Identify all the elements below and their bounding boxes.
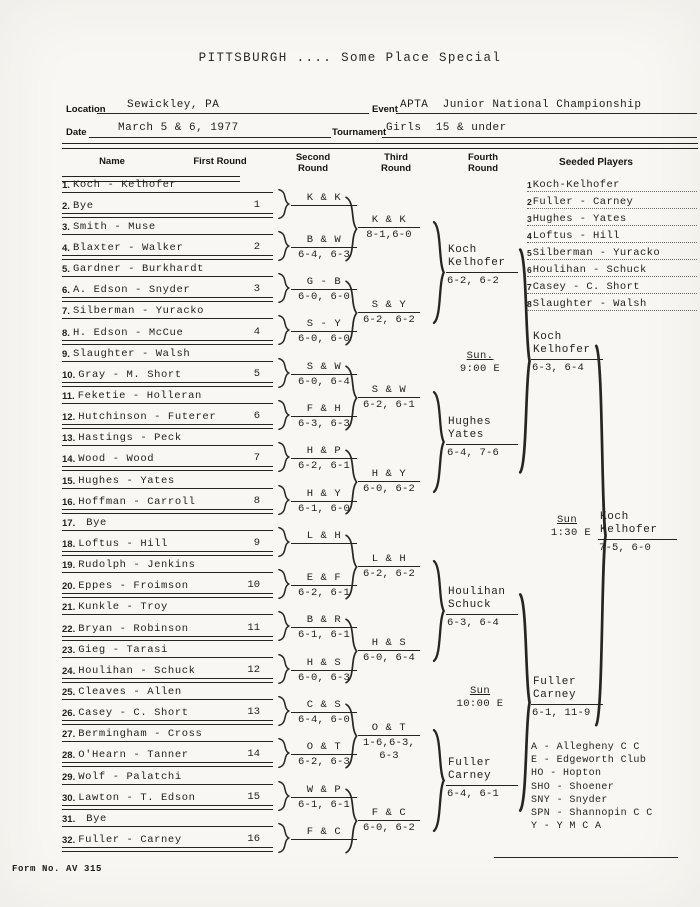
entrant-number: 12.	[62, 412, 76, 423]
seed-number: 4	[253, 326, 260, 338]
winner-abbrev: S & W	[291, 361, 357, 375]
tournament-label: Tournament	[332, 127, 387, 138]
winner-abbrev: F & C	[291, 826, 357, 840]
winner-abbrev: H & P	[291, 445, 357, 459]
entrant-name: Kunkle - Troy	[78, 601, 168, 613]
entrant-row	[62, 765, 273, 785]
entrant-number: 28.	[62, 750, 76, 761]
entrant-row	[62, 701, 273, 721]
seeded-player-row	[527, 176, 697, 192]
entrant-name: H. Edson - McCue	[72, 327, 184, 339]
match-score: 6-2, 6-2	[362, 568, 415, 580]
winner-abbrev: W & P	[291, 784, 357, 798]
entrant-number: 6.	[62, 285, 70, 296]
event-underline	[396, 113, 697, 114]
bracket-brace-icon	[344, 703, 358, 769]
seed-rank: 2	[527, 197, 532, 207]
entrant-row	[62, 236, 273, 256]
seeded-player-row	[527, 261, 697, 277]
entrant-number: 1.	[62, 180, 70, 191]
entrant-row	[62, 447, 273, 467]
bracket-brace-icon	[277, 781, 290, 811]
entrant-row	[62, 511, 273, 531]
match-score: 6-2, 6-3	[297, 756, 350, 768]
entrant-row	[62, 469, 273, 489]
entrant-name: Bryan - Robinson	[78, 623, 189, 635]
team-name-line1: Fuller	[448, 757, 492, 769]
bracket-brace-icon	[431, 390, 446, 494]
team-name-line2: Kelhofer	[600, 524, 658, 536]
team-name-line1: Houlihan	[448, 586, 506, 598]
entrant-name: Koch - Kelhofer	[72, 179, 177, 191]
date-label: Date	[66, 127, 87, 138]
entrant-row	[62, 532, 273, 552]
seed-number: 16	[247, 833, 260, 845]
third-round-result	[358, 807, 420, 834]
match-score: 6-1, 6-0	[297, 503, 350, 515]
match-score: 6-2, 6-1	[362, 399, 415, 411]
entrant-name: Gardner - Burkhardt	[72, 263, 205, 275]
location-value: Sewickley, PA	[127, 99, 220, 111]
winner-abbrev: H & Y	[291, 488, 357, 502]
entrant-name: Gray - M. Short	[78, 369, 182, 381]
schedule-day: Sun	[469, 685, 491, 697]
bracket-brace-icon	[277, 442, 290, 472]
seeded-player-name: Slaughter - Walsh	[532, 298, 647, 310]
winner-abbrev: E & F	[291, 572, 357, 586]
entrant-number: 23.	[62, 645, 76, 656]
match-score: 6-3, 6-4	[531, 359, 603, 374]
winner-abbrev: H & S	[291, 657, 357, 671]
bracket-brace-icon	[344, 365, 358, 431]
seeded-player-row	[527, 210, 697, 226]
seed-rank: 6	[527, 265, 532, 275]
third-round-result	[358, 553, 420, 580]
seeded-player-name: Hughes - Yates	[532, 213, 627, 225]
winner-abbrev: K & K	[358, 214, 420, 228]
entrant-name: Blaxter - Walker	[72, 242, 184, 254]
club-key-entry: Y - Y M C A	[531, 821, 602, 833]
team-name-line2: Carney	[533, 689, 577, 701]
entrant-number: 17.	[62, 518, 76, 529]
bracket-brace-icon	[277, 485, 290, 515]
winner-abbrev: H & Y	[358, 468, 420, 482]
entrant-row	[62, 342, 273, 362]
seed-number: 1	[253, 199, 260, 211]
team-name-line2: Yates	[448, 429, 485, 441]
seed-number: 7	[253, 452, 260, 464]
winner-abbrev: F & H	[291, 403, 357, 417]
seeded-player-name: Casey - C. Short	[532, 281, 640, 293]
bracket-brace-icon	[277, 569, 290, 599]
entrant-row	[62, 659, 273, 679]
entrant-number: 13.	[62, 433, 76, 444]
match-score: 6-3, 6-3	[297, 418, 350, 430]
entrant-row	[62, 595, 273, 615]
bracket-brace-icon	[277, 189, 290, 219]
match-score: 6-2, 6-2	[446, 272, 518, 287]
winner-abbrev: H & S	[358, 637, 420, 651]
entrant-name: Houlihan - Schuck	[78, 665, 196, 677]
seed-rank: 8	[527, 299, 532, 309]
entrant-name: Hughes - Yates	[78, 475, 175, 487]
bracket-brace-icon	[277, 273, 290, 303]
schedule-time: 10:00 E	[456, 698, 504, 710]
club-key-entry: A - Allegheny C C	[531, 742, 640, 753]
bracket-brace-icon	[277, 654, 290, 684]
event-value: APTA Junior National Championship	[400, 99, 642, 111]
club-key-entry: SHO - Shoener	[531, 781, 615, 793]
entrant-name: Cleaves - Allen	[78, 686, 182, 698]
winner-abbrev: O & T	[358, 722, 420, 736]
entrant-row	[62, 743, 273, 763]
match-schedule-note	[448, 685, 512, 710]
entrant-number: 16.	[62, 497, 76, 508]
seed-number: 12	[247, 664, 260, 676]
team-name-line1: Koch	[533, 331, 562, 343]
team-name-line2: Schuck	[448, 599, 492, 611]
match-schedule-note	[538, 514, 596, 539]
entrant-number: 18.	[62, 539, 76, 550]
seed-number: 13	[247, 706, 260, 718]
seeded-player-name: Koch-Kelhofer	[532, 179, 620, 191]
bracket-brace-icon	[277, 738, 290, 768]
match-score: 6-4, 7-6	[446, 444, 518, 459]
entrant-number: 21.	[62, 602, 76, 613]
third-round-result	[358, 468, 420, 495]
bracket-brace-icon	[344, 280, 358, 346]
match-score: 8-1,6-0	[366, 229, 412, 241]
winner-abbrev: S - Y	[291, 318, 357, 332]
bracket-brace-icon	[277, 611, 290, 641]
bracket-brace-icon	[344, 618, 358, 684]
winner-abbrev: K & K	[291, 192, 357, 206]
seeded-player-row	[527, 278, 697, 294]
entrant-row	[62, 807, 273, 827]
entrant-row	[62, 257, 273, 277]
winner-abbrev: F & C	[358, 807, 420, 821]
tournament-value: Girls 15 & under	[386, 122, 507, 134]
club-key-entry: SNY - Snyder	[531, 794, 608, 806]
entrant-row	[62, 722, 273, 742]
match-score: 6-1, 11-9	[531, 704, 603, 719]
seed-number: 10	[247, 579, 260, 591]
entrant-name: Rudolph - Jenkins	[78, 559, 196, 571]
entrant-row	[62, 638, 273, 658]
entrant-name: O'Hearn - Tanner	[78, 749, 189, 761]
seed-rank: 5	[527, 248, 532, 258]
winner-abbrev: S & Y	[358, 299, 420, 313]
entrant-number: 5.	[62, 264, 70, 275]
entrant-row	[62, 194, 273, 214]
winner-abbrev: L & H	[358, 553, 420, 567]
match-score: 6-4, 6-3	[297, 249, 350, 261]
entrant-name: Feketie - Holleran	[77, 390, 202, 402]
team-name-line2: Kelhofer	[448, 257, 506, 269]
bracket-brace-icon	[277, 231, 290, 261]
champion	[598, 511, 677, 554]
bracket-brace-icon	[344, 449, 358, 515]
entrant-number: 14.	[62, 454, 76, 465]
entrant-name: Bye	[86, 517, 107, 529]
entrant-row	[62, 278, 273, 298]
entrant-row	[62, 490, 273, 510]
team-name-line2: Carney	[448, 770, 492, 782]
entrant-number: 10.	[62, 370, 76, 381]
seeded-player-row	[527, 227, 697, 243]
match-score: 6-2, 6-2	[362, 314, 415, 326]
club-key-entry: SPN - Shannopin C C	[531, 807, 653, 819]
club-key-entry: E - Edgeworth Club	[531, 755, 647, 767]
seeded-player-name: Fuller - Carney	[532, 196, 634, 208]
entrant-row	[62, 321, 273, 341]
entrant-name: Wood - Wood	[78, 453, 155, 465]
entrant-name: Hastings - Peck	[78, 432, 182, 444]
match-score: 6-0, 6-4	[297, 376, 350, 388]
club-abbreviation-key	[531, 742, 653, 834]
seeded-player-row	[527, 244, 697, 260]
entrant-name: Silberman - Yuracko	[72, 305, 205, 317]
third-round-result	[358, 214, 420, 241]
winner-abbrev: B & W	[291, 234, 357, 248]
seeded-player-name: Loftus - Hill	[532, 230, 620, 242]
entrant-row	[62, 553, 273, 573]
seed-number: 14	[247, 748, 260, 760]
seed-number: 6	[253, 410, 260, 422]
bracket-brace-icon	[277, 823, 290, 853]
entrant-row	[62, 299, 273, 319]
entrant-row	[62, 405, 273, 425]
entrant-number: 9.	[62, 349, 70, 360]
entrant-number: 3.	[62, 222, 70, 233]
schedule-time: 9:00 E	[459, 363, 501, 375]
club-key-entry: HO - Hopton	[531, 768, 602, 780]
seed-number: 15	[247, 791, 260, 803]
match-score: 6-1, 6-1	[297, 799, 350, 811]
entrant-number: 26.	[62, 708, 76, 719]
fourth-round-winner	[446, 244, 518, 287]
entrant-name: A. Edson - Snyder	[72, 284, 191, 296]
entrant-name: Lawton - T. Edson	[78, 792, 196, 804]
seeded-player-name: Houlihan - Schuck	[532, 264, 647, 276]
seed-rank: 7	[527, 282, 532, 292]
entrant-row	[62, 617, 273, 637]
entrant-row	[62, 828, 273, 848]
entrant-name: Hoffman - Carroll	[78, 496, 196, 508]
bracket-brace-icon	[344, 788, 358, 854]
seed-number: 11	[247, 622, 260, 634]
bracket-brace-icon	[431, 559, 446, 663]
seeded-player-row	[527, 193, 697, 209]
entrant-name: Casey - C. Short	[78, 707, 189, 719]
team-name-line1: Fuller	[533, 676, 577, 688]
entrant-name: Bermingham - Cross	[78, 728, 203, 740]
entrant-row	[62, 786, 273, 806]
column-header-second-round: Second Round	[295, 152, 331, 174]
entrant-row	[62, 680, 273, 700]
seed-number: 5	[253, 368, 260, 380]
schedule-day: Sun	[556, 514, 578, 526]
entrant-name: Wolf - Palatchi	[78, 771, 182, 783]
seed-number: 8	[253, 495, 260, 507]
bracket-brace-icon	[344, 196, 358, 262]
team-name-line1: Hughes	[448, 416, 492, 428]
bracket-brace-icon	[431, 220, 446, 325]
entrant-number: 24.	[62, 666, 76, 677]
match-score: 7-5, 6-0	[598, 539, 677, 554]
entrant-row	[62, 363, 273, 383]
match-score: 6-2, 6-1	[297, 460, 350, 472]
entrant-number: 29.	[62, 772, 76, 783]
seed-rank: 3	[527, 214, 532, 224]
entrant-number: 19.	[62, 560, 76, 571]
winner-abbrev: O & T	[291, 741, 357, 755]
match-score: 6-4, 6-1	[446, 785, 518, 800]
entrant-row	[62, 426, 273, 446]
schedule-time: 1:30 E	[550, 527, 592, 539]
bracket-brace-icon	[277, 527, 290, 557]
column-header-fourth-round: Fourth Round	[467, 152, 499, 174]
match-score: 6-3, 6-4	[446, 614, 518, 629]
entrant-number: 27.	[62, 729, 76, 740]
match-score: 6-0, 6-4	[362, 652, 415, 664]
bracket-brace-icon	[431, 728, 446, 833]
entrant-number: 30.	[62, 793, 76, 804]
winner-abbrev: S & W	[358, 384, 420, 398]
winner-abbrev: L & H	[291, 530, 357, 544]
entrant-number: 11.	[62, 391, 75, 402]
seed-rank: 4	[527, 231, 532, 241]
date-value: March 5 & 6, 1977	[118, 122, 239, 134]
location-label: Location	[66, 104, 106, 115]
date-underline	[89, 137, 331, 138]
match-score: 6-0, 6-0	[297, 333, 350, 345]
bracket-brace-icon	[277, 400, 290, 430]
match-score: 6-0, 6-3	[297, 672, 350, 684]
seeded-player-row	[527, 295, 697, 311]
bracket-brace-icon	[277, 315, 290, 345]
seed-number: 9	[253, 537, 260, 549]
team-name-line1: Koch	[448, 244, 477, 256]
table-top-rule	[62, 143, 698, 149]
match-score-line2: 6-3	[379, 750, 399, 762]
team-name-line2: Kelhofer	[533, 344, 591, 356]
entrant-row	[62, 384, 273, 404]
team-name-line1: Koch	[600, 511, 629, 523]
entrant-number: 2.	[62, 201, 70, 212]
entrant-number: 15.	[62, 476, 76, 487]
entrant-number: 25.	[62, 687, 76, 698]
bracket-brace-icon	[277, 696, 290, 726]
third-round-result	[358, 722, 420, 762]
entrant-name: Smith - Muse	[72, 221, 156, 233]
entrant-number: 20.	[62, 581, 76, 592]
match-score: 1-6,6-3,	[362, 737, 415, 749]
tournament-underline	[382, 137, 697, 138]
entrant-name: Bye	[72, 200, 94, 212]
match-score: 6-4, 6-0	[297, 714, 350, 726]
entrant-row	[62, 173, 273, 193]
entrant-name: Slaughter - Walsh	[72, 348, 191, 360]
match-score: 6-0, 6-2	[362, 483, 415, 495]
third-round-result	[358, 637, 420, 664]
entrant-number: 32.	[62, 835, 76, 846]
entrant-row	[62, 215, 273, 235]
entrant-name: Loftus - Hill	[78, 538, 168, 550]
third-round-result	[358, 384, 420, 411]
winner-abbrev: C & S	[291, 699, 357, 713]
entrant-name: Eppes - Froimson	[78, 580, 189, 592]
fourth-round-winner	[446, 757, 518, 800]
match-schedule-note	[448, 350, 512, 375]
winner-abbrev: G - B	[291, 276, 357, 290]
match-score: 6-2, 6-1	[297, 587, 350, 599]
blank-winner-line	[494, 857, 678, 858]
match-score: 6-0, 6-2	[362, 822, 415, 834]
match-score: 6-0, 6-0	[297, 291, 350, 303]
entrant-number: 8.	[62, 328, 70, 339]
seeded-players-heading: Seeded Players	[559, 157, 633, 168]
seed-number: 2	[253, 241, 260, 253]
entrant-row	[62, 574, 273, 594]
column-header-third-round: Third Round	[380, 152, 412, 174]
bracket-brace-icon	[277, 358, 290, 388]
seed-number: 3	[253, 283, 260, 295]
page-title: PITTSBURGH .... Some Place Special	[198, 51, 502, 65]
bracket-brace-icon	[344, 534, 358, 600]
location-underline	[97, 113, 369, 114]
event-label: Event	[372, 104, 398, 115]
fourth-round-winner	[446, 416, 518, 459]
entrant-number: 7.	[62, 306, 70, 317]
entrant-name: Bye	[86, 813, 107, 825]
form-number: Form No. AV 315	[12, 864, 103, 874]
schedule-day: Sun.	[466, 350, 494, 362]
entrant-number: 22.	[62, 624, 76, 635]
third-round-result	[358, 299, 420, 326]
fourth-round-winner	[446, 586, 518, 629]
entrant-number: 4.	[62, 243, 70, 254]
match-score: 6-1, 6-1	[297, 629, 350, 641]
seed-rank: 1	[527, 180, 532, 190]
entrant-number: 31.	[62, 814, 76, 825]
column-header-name: Name	[99, 156, 125, 167]
seeded-player-name: Silberman - Yuracko	[532, 247, 661, 259]
entrant-name: Fuller - Carney	[78, 834, 182, 846]
winner-abbrev: B & R	[291, 614, 357, 628]
entrant-name: Gieg - Tarasi	[78, 644, 168, 656]
column-header-first-round: First Round	[193, 156, 247, 167]
entrant-name: Hutchinson - Futerer	[78, 411, 217, 423]
